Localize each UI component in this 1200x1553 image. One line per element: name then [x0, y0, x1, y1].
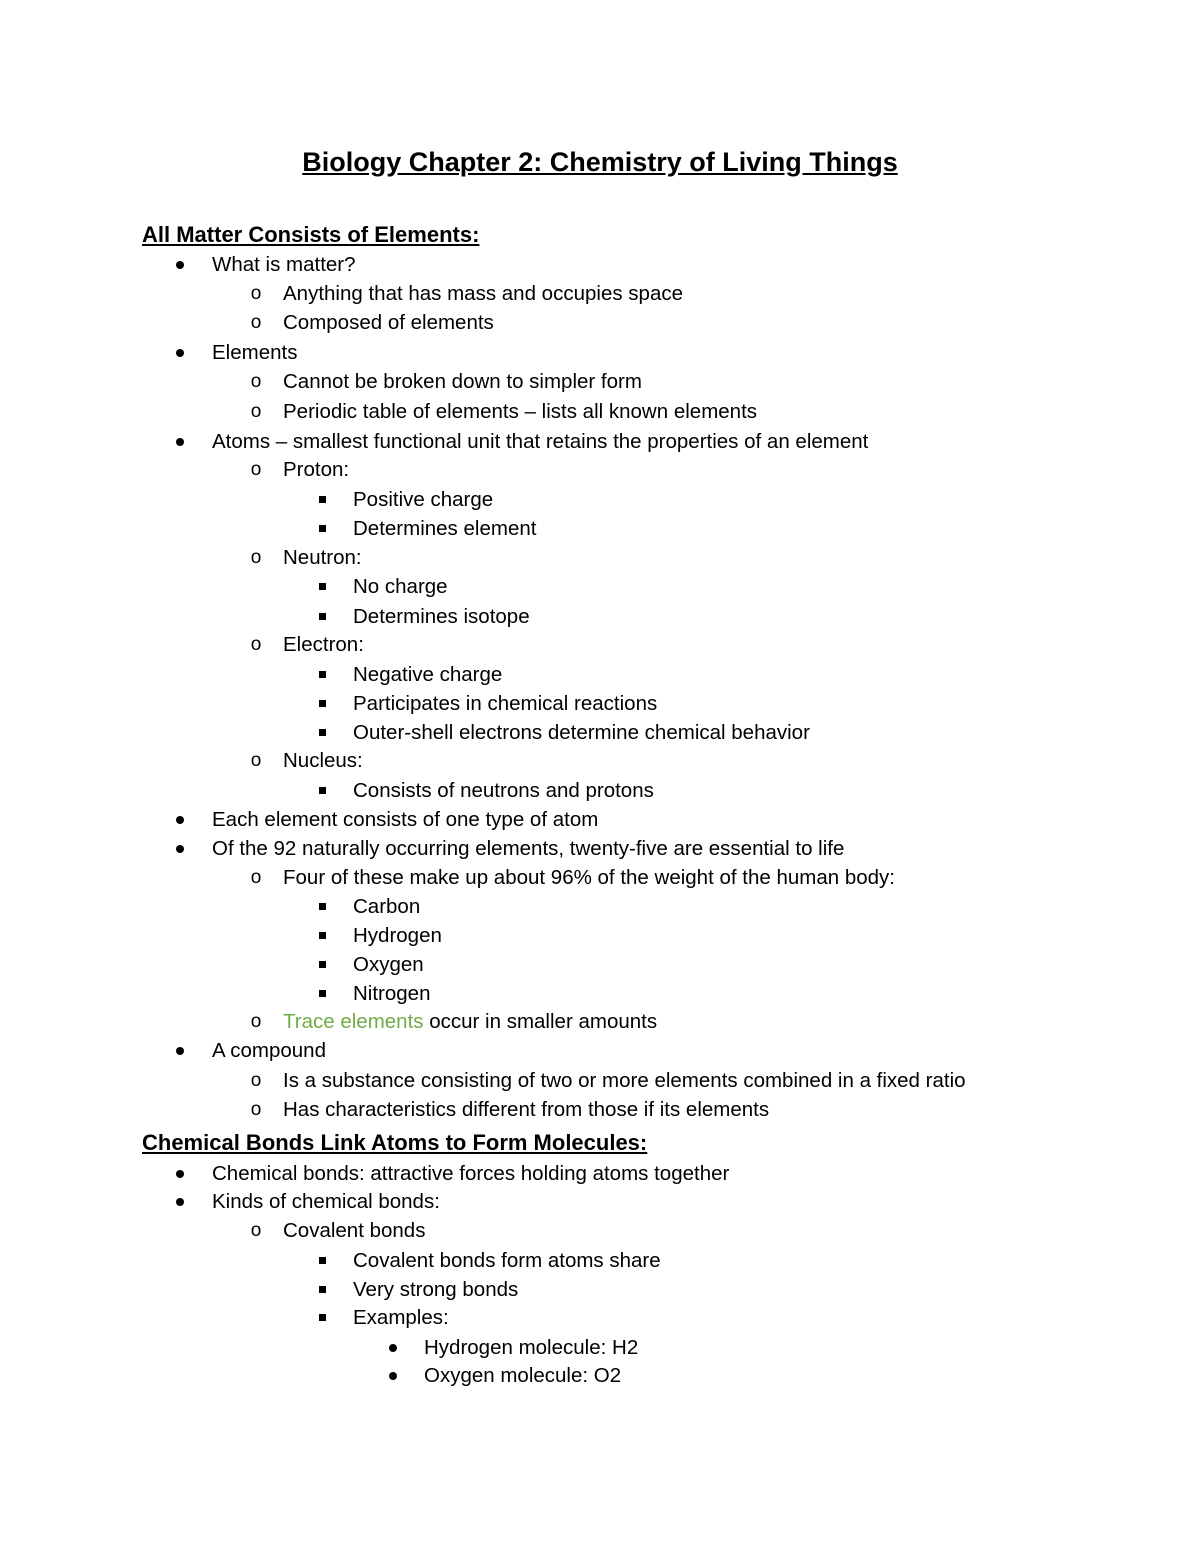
- bullet-circle-icon: o: [250, 867, 262, 888]
- bullet-circle-icon: o: [250, 1220, 262, 1241]
- list-item: Chemical bonds: attractive forces holding atoms together: [212, 1162, 730, 1185]
- bullet-square-icon: [319, 525, 326, 532]
- bullet-square-icon: [319, 1257, 326, 1264]
- bullet-square-icon: [319, 700, 326, 707]
- list-item: Outer-shell electrons determine chemical behavior: [353, 721, 810, 744]
- bullet-disc-icon: [176, 261, 184, 269]
- bullet-circle-icon: o: [250, 1011, 262, 1032]
- list-item: A compound: [212, 1039, 326, 1062]
- list-item: Four of these make up about 96% of the weight of the human body:: [283, 866, 895, 889]
- trace-elements-highlight: Trace elements: [283, 1010, 424, 1033]
- list-item: Oxygen molecule: O2: [424, 1364, 622, 1387]
- bullet-square-icon: [319, 932, 326, 939]
- bullet-circle-icon: o: [250, 459, 262, 480]
- bullet-square-icon: [319, 729, 326, 736]
- list-item: Cannot be broken down to simpler form: [283, 370, 642, 393]
- list-item: [283, 1009, 657, 1035]
- list-item: Covalent bonds form atoms share: [353, 1249, 661, 1272]
- list-item: Neutron:: [283, 546, 362, 569]
- bullet-square-icon: [319, 583, 326, 590]
- list-item: Of the 92 naturally occurring elements, twenty-five are essential to life: [212, 837, 845, 860]
- list-item: Periodic table of elements – lists all known elements: [283, 400, 758, 423]
- page-title: Biology Chapter 2: Chemistry of Living Things: [302, 147, 898, 177]
- bullet-square-icon: [319, 1314, 326, 1321]
- bullet-disc-icon: [176, 816, 184, 824]
- section-heading-bonds: Chemical Bonds Link Atoms to Form Molecules:: [142, 1130, 648, 1155]
- bullet-circle-icon: o: [250, 401, 262, 422]
- bullet-circle-icon: o: [250, 634, 262, 655]
- section-heading-elements: All Matter Consists of Elements:: [142, 222, 480, 247]
- bullet-square-icon: [319, 990, 326, 997]
- list-item: Anything that has mass and occupies space: [283, 282, 683, 305]
- bullet-circle-icon: o: [250, 547, 262, 568]
- list-item: Carbon: [353, 895, 421, 918]
- bullet-square-icon: [319, 787, 326, 794]
- list-item: Nucleus:: [283, 749, 363, 772]
- bullet-disc-icon: [389, 1344, 397, 1352]
- list-item: Examples:: [353, 1306, 449, 1329]
- list-item: Kinds of chemical bonds:: [212, 1190, 440, 1213]
- list-item: Is a substance consisting of two or more elements combined in a fixed ratio: [283, 1069, 966, 1092]
- bullet-disc-icon: [176, 845, 184, 853]
- bullet-square-icon: [319, 671, 326, 678]
- trace-elements-rest: occur in smaller amounts: [423, 1010, 658, 1033]
- list-item: Has characteristics different from those if its elements: [283, 1098, 770, 1121]
- list-item: Negative charge: [353, 663, 503, 686]
- list-item: Elements: [212, 341, 298, 364]
- list-item: Electron:: [283, 633, 364, 656]
- bullet-square-icon: [319, 496, 326, 503]
- list-item: Hydrogen: [353, 924, 442, 947]
- list-item: Atoms – smallest functional unit that retains the properties of an element: [212, 430, 869, 453]
- bullet-disc-icon: [176, 438, 184, 446]
- list-item: Proton:: [283, 458, 350, 481]
- bullet-disc-icon: [389, 1372, 397, 1380]
- list-item: What is matter?: [212, 253, 356, 276]
- list-item: Oxygen: [353, 953, 424, 976]
- list-item: Each element consists of one type of atom: [212, 808, 599, 831]
- bullet-circle-icon: o: [250, 312, 262, 333]
- bullet-disc-icon: [176, 349, 184, 357]
- bullet-disc-icon: [176, 1170, 184, 1178]
- bullet-circle-icon: o: [250, 371, 262, 392]
- bullet-circle-icon: o: [250, 1070, 262, 1091]
- list-item: Determines element: [353, 517, 537, 540]
- list-item: Consists of neutrons and protons: [353, 779, 654, 802]
- bullet-circle-icon: o: [250, 750, 262, 771]
- bullet-square-icon: [319, 903, 326, 910]
- bullet-square-icon: [319, 613, 326, 620]
- list-item: Positive charge: [353, 488, 494, 511]
- bullet-square-icon: [319, 1286, 326, 1293]
- bullet-disc-icon: [176, 1198, 184, 1206]
- list-item: Very strong bonds: [353, 1278, 519, 1301]
- bullet-square-icon: [319, 961, 326, 968]
- list-item: Participates in chemical reactions: [353, 692, 658, 715]
- list-item: Determines isotope: [353, 605, 530, 628]
- bullet-circle-icon: o: [250, 283, 262, 304]
- list-item: Nitrogen: [353, 982, 431, 1005]
- list-item: Covalent bonds: [283, 1219, 426, 1242]
- bullet-disc-icon: [176, 1047, 184, 1055]
- list-item: No charge: [353, 575, 448, 598]
- list-item: Hydrogen molecule: H2: [424, 1336, 639, 1359]
- bullet-circle-icon: o: [250, 1099, 262, 1120]
- list-item: Composed of elements: [283, 311, 494, 334]
